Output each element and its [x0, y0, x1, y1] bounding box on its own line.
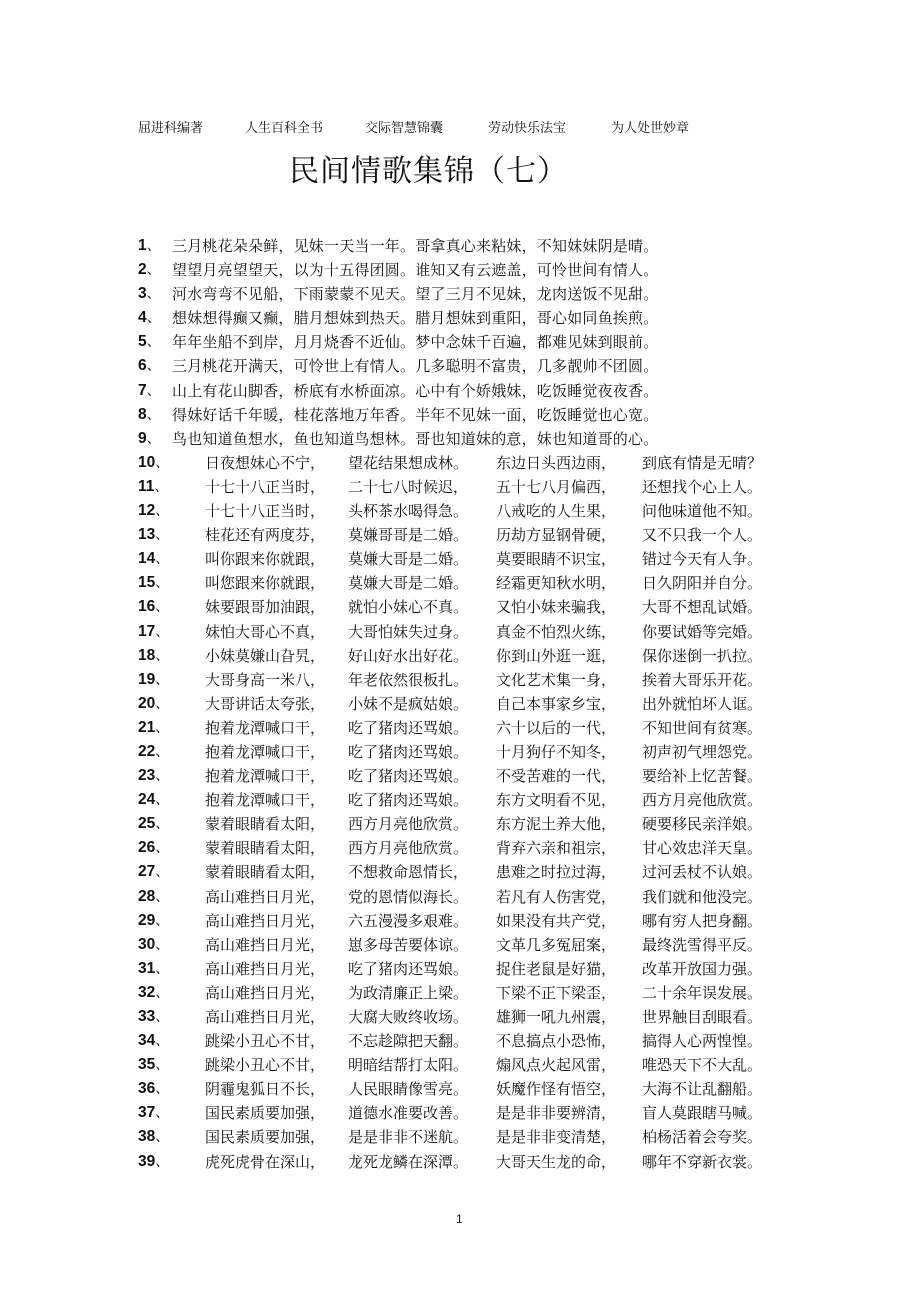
line-number-value: 21 — [138, 718, 156, 736]
verse-phrase: 不忘趁隙把天翻。 — [348, 1032, 469, 1051]
song-line — [138, 742, 838, 766]
song-line — [138, 1152, 838, 1176]
line-number-value: 6 — [138, 357, 147, 375]
verse-phrase: 错过今天有人争。 — [642, 550, 763, 569]
verse-phrase: 硬要移民亲洋娘。 — [642, 815, 763, 834]
line-number — [138, 838, 169, 858]
line-number-value: 39 — [138, 1152, 156, 1170]
verse-phrase: 十月狗仔不知冬， — [496, 742, 617, 761]
verse-phrase: 是是非非要辨清， — [496, 1104, 617, 1123]
line-number — [138, 935, 169, 955]
line-number-separator: 、 — [155, 888, 170, 905]
line-number-separator: 、 — [155, 719, 170, 736]
verse-phrase: 大腐大败终收场。 — [348, 1008, 469, 1026]
song-line — [138, 525, 838, 549]
verse-phrase: 高山难挡日月光， — [205, 887, 326, 906]
line-number — [138, 501, 169, 521]
verse-phrase: 哪有穷人把身翻。 — [642, 911, 763, 930]
line-number-value: 34 — [138, 1032, 156, 1050]
header-series-2: 交际智慧锦囊 — [365, 121, 444, 136]
verse-phrase: 十七十八正当时， — [205, 502, 326, 521]
verse-phrase: 还想找个心上人。 — [642, 477, 763, 496]
line-number — [138, 1079, 169, 1099]
verse-phrase: 吃了猪肉还骂娘。 — [348, 767, 469, 786]
line-number-value: 24 — [138, 791, 156, 809]
verse-phrase: 捉住老鼠是好猫， — [496, 959, 617, 978]
line-number-separator: 、 — [146, 382, 161, 399]
line-number-value: 29 — [138, 911, 156, 929]
verse-phrase: 龙死龙鳞在深潭。 — [348, 1152, 469, 1171]
verse-phrase: 年老依然很板扎。 — [348, 670, 469, 689]
song-line — [138, 1031, 838, 1055]
verse-phrase: 不息搞点小恐怖， — [496, 1032, 617, 1051]
verse-phrase: 如果没有共产党， — [496, 911, 617, 930]
verse-phrase: 吃了猪肉还骂娘。 — [348, 791, 469, 810]
song-line — [138, 405, 838, 429]
verse-phrase: 虎死虎骨在深山， — [205, 1152, 326, 1171]
line-number-separator: 、 — [154, 478, 169, 495]
line-number — [138, 1103, 169, 1123]
line-number — [138, 525, 169, 545]
line-number-value: 36 — [138, 1080, 156, 1098]
page-header — [138, 117, 838, 135]
verse-phrase: 东边日头西边雨， — [496, 453, 617, 472]
verse-phrase: 大海不让乱翻船。 — [642, 1080, 763, 1099]
song-line — [138, 1007, 838, 1031]
line-number-separator: 、 — [155, 840, 170, 857]
verse-phrase: 是是非非变清楚， — [496, 1128, 617, 1147]
line-number — [138, 1031, 169, 1051]
verse-phrase: 经霜更知秋水明， — [496, 574, 617, 593]
song-line — [138, 236, 838, 260]
line-number — [138, 911, 169, 931]
line-number — [138, 405, 161, 425]
verse-phrase: 挨着大哥乐开花。 — [642, 670, 763, 689]
line-number-value: 22 — [138, 742, 156, 760]
line-text: 三月桃花朵朵鲜，见妹一天当一年。哥拿真心来粘妹，不知妹妹阴是晴。 — [172, 237, 659, 255]
verse-phrase: 望花结果想成林。 — [348, 453, 469, 472]
line-number — [138, 381, 161, 401]
song-line — [138, 597, 838, 621]
line-text: 得妹好话千年暖，桂花落地万年香。半年不见妹一面，吃饭睡觉也心宽。 — [172, 405, 659, 424]
line-number-value: 28 — [138, 887, 156, 905]
verse-phrase: 日久阴阳并自分。 — [642, 574, 763, 593]
line-number — [138, 1007, 169, 1027]
verse-phrase: 吃了猪肉还骂娘。 — [348, 742, 469, 761]
verse-phrase: 二十余年误发展。 — [642, 983, 763, 1002]
line-number-value: 27 — [138, 863, 156, 881]
verse-phrase: 小妹不是疯姑娘。 — [348, 694, 469, 713]
song-line — [138, 453, 838, 477]
line-number-value: 4 — [138, 309, 147, 327]
verse-phrase: 二十七八时候迟， — [348, 477, 469, 496]
line-number-separator: 、 — [155, 960, 170, 977]
line-number-separator: 、 — [146, 334, 161, 351]
line-number — [138, 284, 161, 304]
verse-phrase: 妹要跟哥加油跟， — [205, 598, 326, 617]
verse-phrase: 又怕小妹来骗我， — [496, 598, 617, 617]
verse-phrase: 高山难挡日月光， — [205, 1008, 326, 1026]
line-number-value: 14 — [138, 550, 156, 568]
line-number-separator: 、 — [155, 768, 170, 785]
verse-phrase: 是是非非不迷航。 — [348, 1128, 469, 1147]
line-number-separator: 、 — [155, 1081, 170, 1098]
song-line — [138, 1103, 838, 1127]
verse-phrase: 莫嫌大哥是二婚。 — [348, 574, 469, 593]
song-line — [138, 356, 838, 380]
line-text: 想妹想得癫又癫，腊月想妹到热天。腊月想妹到重阳，哥心如同鱼挨煎。 — [172, 309, 659, 328]
verse-phrase: 世界触目刮眼看。 — [642, 1008, 763, 1026]
verse-phrase: 真金不怕烈火练， — [496, 622, 617, 641]
song-line — [138, 332, 838, 356]
verse-phrase: 改革开放国力强。 — [642, 959, 763, 978]
verse-phrase: 甘心效忠洋天皇。 — [642, 839, 763, 858]
verse-phrase: 阴霾鬼狐日不长， — [205, 1080, 326, 1099]
song-line — [138, 1079, 838, 1103]
line-number — [138, 308, 161, 328]
line-number — [138, 1127, 169, 1147]
verse-phrase: 五十七八月偏西， — [496, 477, 617, 496]
verse-phrase: 就怕小妹心不真。 — [348, 598, 469, 617]
song-line — [138, 622, 838, 646]
line-number — [138, 670, 169, 690]
verse-phrase: 六十以后的一代， — [496, 718, 617, 737]
line-number-separator: 、 — [155, 1057, 170, 1074]
line-number — [138, 1055, 169, 1075]
line-number-separator: 、 — [155, 816, 170, 833]
line-number — [138, 597, 169, 617]
line-number-value: 37 — [138, 1104, 156, 1122]
line-number — [138, 1152, 169, 1172]
line-number-value: 30 — [138, 935, 156, 953]
line-number-separator: 、 — [146, 358, 161, 375]
verse-phrase: 大哥怕妹失过身。 — [348, 622, 469, 641]
verse-phrase: 最终洗雪得平反。 — [642, 935, 763, 954]
verse-phrase: 莫嫌大哥是二婚。 — [348, 550, 469, 569]
line-number-separator: 、 — [155, 671, 170, 688]
verse-phrase: 你要试婚等完婚。 — [642, 622, 763, 641]
verse-phrase: 背弃六亲和祖宗， — [496, 839, 617, 858]
verse-phrase: 妹怕大哥心不真， — [205, 622, 326, 641]
verse-phrase: 患难之时拉过海， — [496, 863, 617, 882]
verse-phrase: 问他味道他不知。 — [642, 502, 763, 521]
verse-phrase: 哪年不穿新衣裳。 — [642, 1152, 763, 1171]
verse-phrase: 大哥天生龙的命， — [496, 1152, 617, 1171]
verse-phrase: 蒙着眼睛看太阳， — [205, 863, 326, 882]
line-number-separator: 、 — [155, 551, 170, 568]
verse-phrase: 大哥身高一米八， — [205, 670, 326, 689]
line-number — [138, 549, 169, 569]
line-number — [138, 429, 161, 449]
line-number — [138, 983, 169, 1003]
line-number-value: 7 — [138, 381, 147, 399]
line-number — [138, 573, 169, 593]
line-text: 年年坐船不到岸，月月烧香不近仙。梦中念妹千百遍，都难见妹到眼前。 — [172, 333, 659, 352]
line-number-separator: 、 — [146, 406, 161, 423]
song-line — [138, 887, 838, 911]
line-number-separator: 、 — [155, 912, 170, 929]
verse-phrase: 抱着龙潭喊口干， — [205, 791, 326, 810]
verse-phrase: 历劫方显钢骨硬， — [496, 526, 617, 545]
verse-phrase: 过河丢杖不认娘。 — [642, 863, 763, 882]
verse-phrase: 文化艺术集一身， — [496, 670, 617, 689]
verse-phrase: 柏杨活着会夸奖。 — [642, 1128, 763, 1147]
verse-phrase: 小妹莫嫌山旮旯， — [205, 646, 326, 665]
line-number-separator: 、 — [155, 503, 170, 520]
verse-phrase: 六五漫漫多艰难。 — [348, 911, 469, 930]
verse-phrase: 盲人莫跟瞎马喊。 — [642, 1104, 763, 1123]
verse-phrase: 国民素质要加强， — [205, 1104, 326, 1123]
verse-phrase: 高山难挡日月光， — [205, 911, 326, 930]
verse-phrase: 好山好水出好花。 — [348, 646, 469, 665]
song-line — [138, 646, 838, 670]
line-number — [138, 718, 169, 738]
line-number-value: 15 — [138, 574, 156, 592]
verse-phrase: 西方月亮他欣赏。 — [348, 815, 469, 834]
song-line — [138, 573, 838, 597]
verse-phrase: 自己本事家乡宝， — [496, 694, 617, 713]
line-number-value: 16 — [138, 598, 156, 616]
song-line — [138, 381, 838, 405]
line-number-separator: 、 — [155, 623, 170, 640]
verse-phrase: 下梁不正下梁歪， — [496, 983, 617, 1002]
verse-phrase: 日夜想妹心不宁， — [205, 453, 326, 472]
song-line — [138, 935, 838, 959]
line-number-separator: 、 — [146, 310, 161, 327]
verse-phrase: 不知世间有贫寒。 — [642, 718, 763, 737]
line-number-value: 26 — [138, 839, 156, 857]
verse-phrase: 八戒吃的人生果， — [496, 502, 617, 521]
line-number-value: 20 — [138, 694, 156, 712]
verse-phrase: 你到山外逛一逛， — [496, 646, 617, 665]
verse-phrase: 文革几多冤屈案， — [496, 935, 617, 954]
song-line — [138, 838, 838, 862]
line-text: 河水弯弯不见船，下雨蒙蒙不见天。望了三月不见妹，龙肉送饭不见甜。 — [172, 285, 659, 304]
line-text: 鸟也知道鱼想水，鱼也知道鸟想林。哥也知道妹的意，妹也知道哥的心。 — [172, 429, 659, 448]
verse-phrase: 东方文明看不见， — [496, 791, 617, 810]
line-number-separator: 、 — [155, 936, 170, 953]
verse-phrase: 头杯茶水喝得急。 — [348, 502, 469, 521]
line-number — [138, 260, 161, 280]
verse-phrase: 东方泥土养大他， — [496, 815, 617, 834]
document-title: 民间情歌集锦（七） — [289, 154, 568, 189]
verse-phrase: 雄狮一吼九州震， — [496, 1008, 617, 1026]
verse-phrase: 若凡有人伤害党， — [496, 887, 617, 906]
line-number-value: 31 — [138, 959, 156, 977]
verse-phrase: 唯恐天下不大乱。 — [642, 1056, 763, 1075]
header-series-4: 为人处世妙章 — [611, 121, 690, 136]
line-number-separator: 、 — [146, 286, 161, 303]
line-number-value: 8 — [138, 405, 147, 423]
page-number: 1 — [456, 1212, 463, 1226]
line-number — [138, 790, 169, 810]
verse-phrase: 抱着龙潭喊口干， — [205, 742, 326, 761]
line-number-separator: 、 — [155, 1105, 170, 1122]
verse-phrase: 人民眼睛像雪亮。 — [348, 1080, 469, 1099]
verse-phrase: 妖魔作怪有悟空， — [496, 1080, 617, 1099]
verse-phrase: 西方月亮他欣赏。 — [642, 791, 763, 810]
song-line — [138, 308, 838, 332]
song-line — [138, 429, 838, 453]
verse-phrase: 高山难挡日月光， — [205, 935, 326, 954]
line-number-separator: 、 — [146, 430, 161, 447]
line-text: 山上有花山脚香，桥底有水桥面凉。心中有个娇娥妹，吃饭睡觉夜夜香。 — [172, 381, 659, 400]
verse-phrase: 出外就怕坏人诓。 — [642, 694, 763, 713]
verse-phrase: 叫您跟来你就跟， — [205, 574, 326, 593]
song-line — [138, 790, 838, 814]
line-number-value: 3 — [138, 285, 147, 303]
line-number-separator: 、 — [155, 599, 170, 616]
line-number-value: 9 — [138, 429, 147, 447]
line-number-value: 17 — [138, 622, 156, 640]
song-line — [138, 959, 838, 983]
song-line — [138, 862, 838, 886]
verse-phrase: 党的恩情似海长。 — [348, 887, 469, 906]
song-line — [138, 694, 838, 718]
line-number-value: 19 — [138, 670, 156, 688]
line-number-value: 32 — [138, 983, 156, 1001]
line-number — [138, 959, 169, 979]
verse-phrase: 国民素质要加强， — [205, 1128, 326, 1147]
line-number — [138, 862, 169, 882]
line-number — [138, 356, 161, 376]
line-number-separator: 、 — [155, 527, 170, 544]
song-line — [138, 1055, 838, 1079]
verse-phrase: 崽多母苦要体谅。 — [348, 935, 469, 954]
line-number-value: 12 — [138, 502, 156, 520]
verse-phrase: 不受苦难的一代， — [496, 767, 617, 786]
verse-phrase: 大哥讲话太夸张， — [205, 694, 326, 713]
line-number-value: 35 — [138, 1056, 156, 1074]
verse-phrase: 不想救命恩情长， — [348, 863, 469, 882]
song-line — [138, 1127, 838, 1151]
song-line — [138, 983, 838, 1007]
verse-phrase: 保你迷倒一扒拉。 — [642, 646, 763, 665]
verse-phrase: 道德水准要改善。 — [348, 1104, 469, 1123]
song-line — [138, 477, 838, 501]
song-line — [138, 549, 838, 573]
line-number-separator: 、 — [155, 647, 170, 664]
line-number-separator: 、 — [155, 792, 170, 809]
song-list — [138, 236, 838, 1176]
verse-phrase: 莫嫌哥哥是二婚。 — [348, 526, 469, 545]
line-number — [138, 236, 161, 256]
line-number-separator: 、 — [146, 262, 161, 279]
line-number-separator: 、 — [155, 1129, 170, 1146]
line-number — [138, 453, 169, 473]
verse-phrase: 明暗结帮打太阳。 — [348, 1056, 469, 1075]
line-number — [138, 477, 168, 497]
verse-phrase: 抱着龙潭喊口干， — [205, 767, 326, 786]
verse-phrase: 莫要眼睛不识宝， — [496, 550, 617, 569]
verse-phrase: 初声初气埋怨党。 — [642, 742, 763, 761]
line-number-value: 5 — [138, 333, 147, 351]
song-line — [138, 911, 838, 935]
verse-phrase: 又不只我一个人。 — [642, 526, 763, 545]
verse-phrase: 搞得人心两惶惶。 — [642, 1032, 763, 1051]
line-number-value: 10 — [138, 453, 156, 471]
song-line — [138, 670, 838, 694]
song-line — [138, 814, 838, 838]
song-line — [138, 260, 838, 284]
line-number-separator: 、 — [155, 454, 170, 471]
header-series-1: 人生百科全书 — [245, 121, 324, 136]
verse-phrase: 西方月亮他欣赏。 — [348, 839, 469, 858]
line-number-separator: 、 — [155, 984, 170, 1001]
verse-phrase: 蒙着眼睛看太阳， — [205, 839, 326, 858]
line-number — [138, 887, 169, 907]
line-number-separator: 、 — [155, 1033, 170, 1050]
line-number — [138, 622, 169, 642]
verse-phrase: 吃了猪肉还骂娘。 — [348, 959, 469, 978]
verse-phrase: 吃了猪肉还骂娘。 — [348, 718, 469, 737]
verse-phrase: 十七十八正当时， — [205, 477, 326, 496]
line-number-value: 1 — [138, 237, 147, 254]
header-author: 屈进科编著 — [138, 121, 204, 136]
line-number — [138, 814, 169, 834]
verse-phrase: 要给补上忆苦餐。 — [642, 767, 763, 786]
verse-phrase: 抱着龙潭喊口干， — [205, 718, 326, 737]
verse-phrase: 大哥不想乱试婚。 — [642, 598, 763, 617]
line-number-value: 38 — [138, 1128, 156, 1146]
line-number — [138, 766, 169, 786]
verse-phrase: 跳梁小丑心不甘， — [205, 1056, 326, 1075]
verse-phrase: 为政清廉正上梁。 — [348, 983, 469, 1002]
verse-phrase: 蒙着眼睛看太阳， — [205, 815, 326, 834]
line-number-value: 11 — [138, 477, 155, 495]
verse-phrase: 高山难挡日月光， — [205, 959, 326, 978]
line-number — [138, 694, 169, 714]
song-line — [138, 501, 838, 525]
verse-phrase: 我们就和他没完。 — [642, 887, 763, 906]
line-number-separator: 、 — [146, 238, 161, 254]
song-line — [138, 718, 838, 742]
line-number-separator: 、 — [155, 1009, 170, 1025]
header-series-3: 劳动快乐法宝 — [488, 121, 567, 136]
verse-phrase: 到底有情是无晴？ — [642, 453, 763, 472]
line-number — [138, 332, 161, 352]
line-number-value: 18 — [138, 646, 156, 664]
verse-phrase: 高山难挡日月光， — [205, 983, 326, 1002]
line-text: 望望月亮望望天，以为十五得团圆。谁知又有云遮盖，可怜世间有情人。 — [172, 261, 659, 280]
line-number — [138, 646, 169, 666]
verse-phrase: 叫你跟来你就跟， — [205, 550, 326, 569]
song-line — [138, 766, 838, 790]
line-number-value: 13 — [138, 526, 156, 544]
line-number-separator: 、 — [155, 743, 170, 760]
line-number — [138, 742, 169, 762]
line-number-value: 23 — [138, 767, 156, 785]
line-number-value: 2 — [138, 261, 147, 279]
line-text: 三月桃花开满天，可怜世上有情人。几多聪明不富贵，几多靓帅不团圆。 — [172, 357, 659, 376]
verse-phrase: 煽风点火起风雷， — [496, 1056, 617, 1075]
line-number-separator: 、 — [155, 575, 170, 592]
line-number-value: 25 — [138, 815, 156, 833]
verse-phrase: 桂花还有两度芬， — [205, 526, 326, 545]
line-number-separator: 、 — [155, 695, 170, 712]
line-number-value: 33 — [138, 1008, 156, 1025]
line-number-separator: 、 — [155, 864, 170, 881]
song-line — [138, 284, 838, 308]
line-number-separator: 、 — [155, 1153, 170, 1170]
verse-phrase: 跳梁小丑心不甘， — [205, 1032, 326, 1051]
